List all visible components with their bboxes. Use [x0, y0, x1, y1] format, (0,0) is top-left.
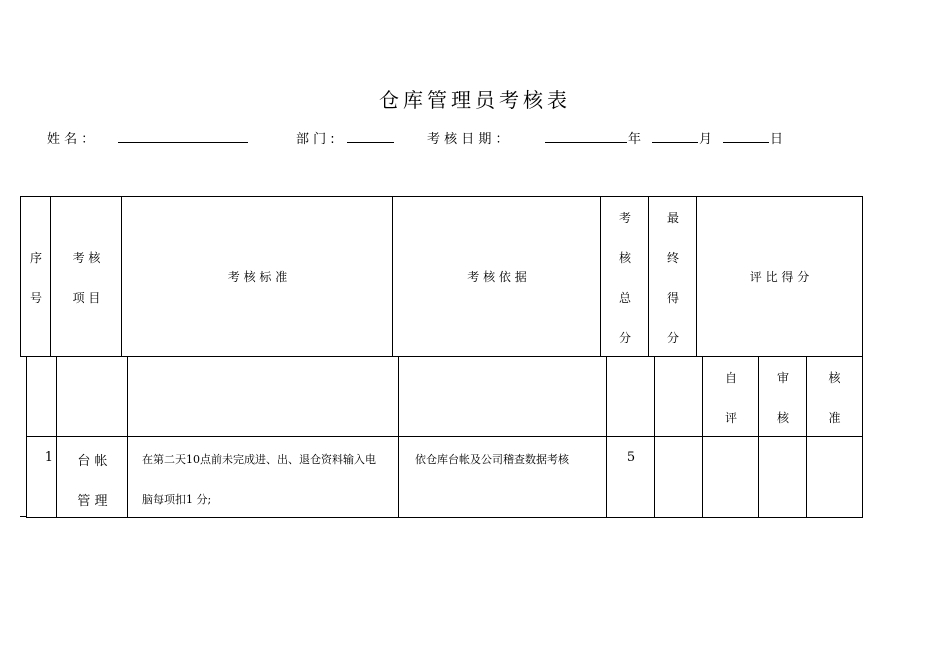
subheader-review: 审 核 — [758, 356, 807, 437]
subheader-item — [56, 356, 128, 437]
subheader-self-eval: 自 评 — [702, 356, 759, 437]
year-label: 年 — [628, 132, 642, 147]
department-label: 部 门 : — [296, 132, 335, 147]
row-seq: 1 — [26, 436, 57, 518]
row-divider — [20, 516, 26, 517]
header-standard: 考 核 标 准 — [121, 196, 393, 357]
subheader-total — [606, 356, 655, 437]
row-total-score: 5 — [606, 436, 655, 518]
subheader-approve: 核 准 — [806, 356, 863, 437]
name-field[interactable] — [118, 142, 248, 143]
day-label: 日 — [770, 132, 784, 147]
year-field[interactable] — [545, 142, 627, 143]
row-basis: 依仓库台帐及公司稽查数据考核 — [398, 436, 607, 518]
subheader-seq — [26, 356, 57, 437]
month-label: 月 — [699, 132, 713, 147]
row-review[interactable] — [758, 436, 807, 518]
subheader-basis — [398, 356, 607, 437]
row-standard: 在第二天10点前未完成进、出、退仓资料输入电 脑每项扣1 分; — [127, 436, 399, 518]
department-field[interactable] — [347, 142, 394, 143]
name-label: 姓 名 ： — [47, 132, 95, 147]
row-self-eval[interactable] — [702, 436, 759, 518]
page-title: 仓库管理员考核表 — [379, 88, 571, 112]
row-item: 台 帐 管 理 — [56, 436, 128, 518]
month-field[interactable] — [652, 142, 698, 143]
subheader-standard — [127, 356, 399, 437]
header-rating: 评 比 得 分 — [696, 196, 863, 357]
header-final-score: 最 终 得 分 — [648, 196, 697, 357]
subheader-final — [654, 356, 703, 437]
row-final-score[interactable] — [654, 436, 703, 518]
date-label: 考 核 日 期 ： — [427, 132, 509, 147]
header-basis: 考 核 依 据 — [392, 196, 601, 357]
header-seq: 序 号 — [20, 196, 51, 357]
day-field[interactable] — [723, 142, 769, 143]
header-total-score: 考 核 总 分 — [600, 196, 649, 357]
row-approve[interactable] — [806, 436, 863, 518]
header-item: 考 核 项 目 — [50, 196, 122, 357]
